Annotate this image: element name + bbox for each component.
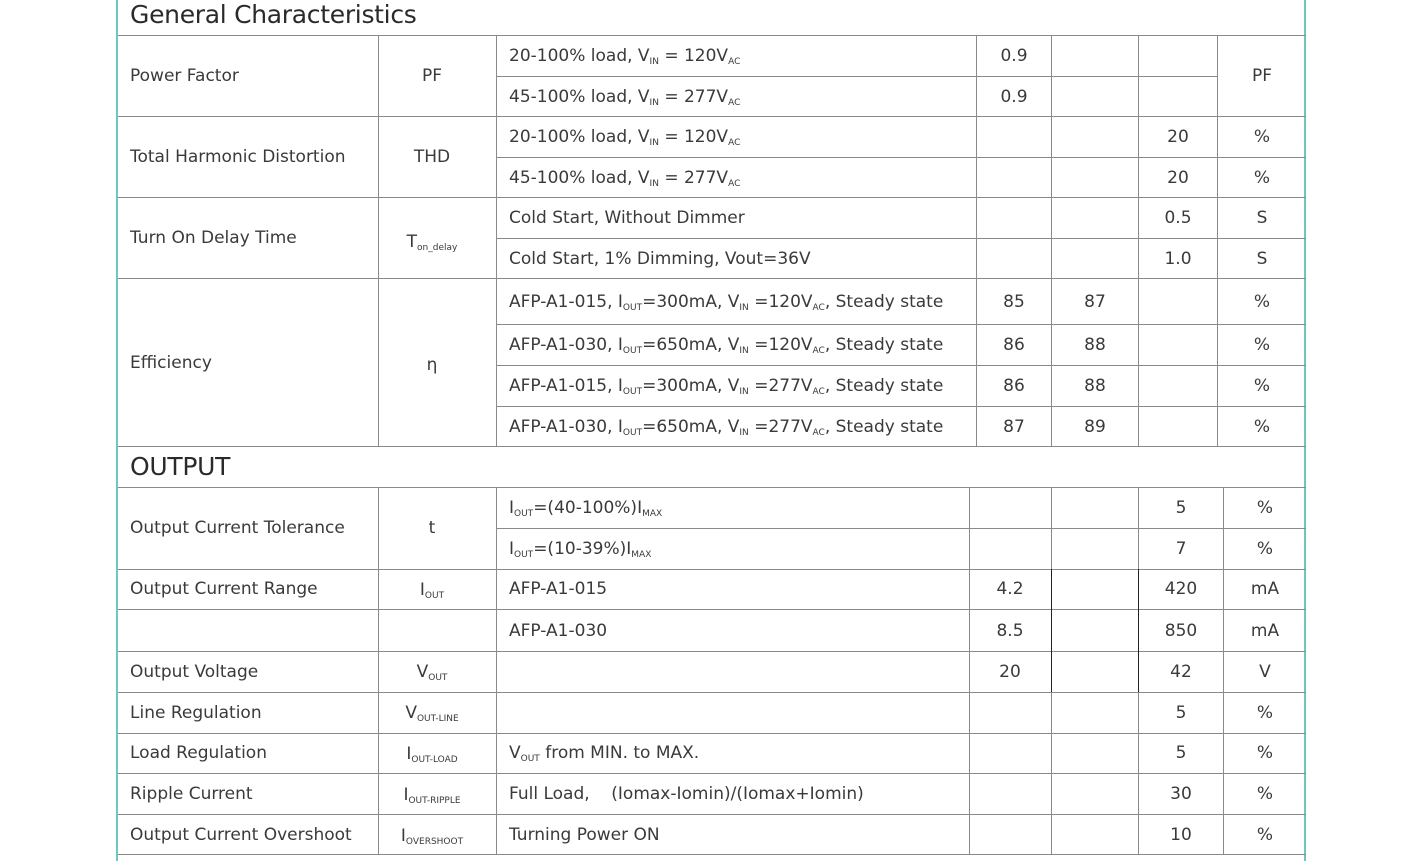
- unit: mA: [1250, 621, 1280, 641]
- param-name: Output Current Range: [130, 579, 318, 599]
- typ-value: 88: [1084, 376, 1106, 396]
- condition-text: Turning Power ON: [509, 825, 660, 845]
- condition-text: $I_{OUT}=(10-39\%)I_{MAX}$: [509, 539, 652, 560]
- max-value: 850: [1164, 621, 1198, 641]
- param-symbol: $V_{OUT}$: [416, 662, 448, 683]
- param-symbol: $I_{OUT-LOAD}$: [406, 744, 458, 765]
- param-symbol: $I_{OUT}$: [419, 580, 445, 601]
- condition-text: AFP-A1-030, $I_{OUT}=650mA$, $V_{IN} =277V_{AC}$, Steady state: [509, 417, 944, 438]
- unit: %: [1256, 498, 1274, 518]
- param-symbol: η: [426, 355, 438, 375]
- condition-text: 45-100% load, $V_{IN} = 277V_{AC}$: [509, 168, 741, 189]
- max-value: 420: [1164, 579, 1198, 599]
- condition-text: Cold Start, Without Dimmer: [509, 208, 745, 228]
- unit: %: [1256, 825, 1274, 845]
- unit: %: [1256, 703, 1274, 723]
- unit: %: [1256, 743, 1274, 763]
- max-value: 42: [1170, 662, 1192, 682]
- param-name: Load Regulation: [130, 743, 267, 763]
- max-value: 1.0: [1164, 249, 1192, 269]
- unit: V: [1259, 662, 1271, 682]
- min-value: 8.5: [996, 621, 1024, 641]
- condition-text: Full Load, (Iomax-Iomin)/(Iomax+Iomin): [509, 784, 864, 804]
- max-value: 30: [1170, 784, 1192, 804]
- min-value: 87: [1003, 417, 1025, 437]
- min-value: 0.9: [1000, 87, 1028, 107]
- unit: %: [1253, 417, 1271, 437]
- param-symbol: $T_{on\_delay}$: [406, 232, 458, 253]
- param-symbol: $I_{OVERSHOOT}$: [400, 826, 464, 847]
- param-name: Output Current Tolerance: [130, 518, 345, 538]
- section-title-output: OUTPUT: [130, 452, 231, 481]
- min-value: 4.2: [996, 579, 1024, 599]
- section-title-general: General Characteristics: [130, 0, 417, 29]
- param-symbol: THD: [413, 147, 451, 167]
- param-name: Ripple Current: [130, 784, 253, 804]
- max-value: 5: [1175, 743, 1187, 763]
- max-value: 7: [1175, 539, 1187, 559]
- unit: %: [1253, 127, 1271, 147]
- condition-text: 20-100% load, $V_{IN} = 120V_{AC}$: [509, 127, 741, 148]
- condition-text: $V_{OUT}$ from MIN. to MAX.: [509, 743, 700, 764]
- typ-value: 89: [1084, 417, 1106, 437]
- param-name: Turn On Delay Time: [130, 228, 297, 248]
- min-value: 86: [1003, 376, 1025, 396]
- typ-value: 88: [1084, 335, 1106, 355]
- unit: PF: [1251, 66, 1273, 86]
- max-value: 20: [1167, 127, 1189, 147]
- param-name: Power Factor: [130, 66, 239, 86]
- param-name: Efficiency: [130, 353, 212, 373]
- param-name: Line Regulation: [130, 703, 262, 723]
- param-symbol: $I_{OUT-RIPPLE}$: [403, 785, 461, 806]
- max-value: 0.5: [1164, 208, 1192, 228]
- min-value: 0.9: [1000, 46, 1028, 66]
- unit: %: [1256, 784, 1274, 804]
- unit: S: [1256, 249, 1268, 269]
- unit: mA: [1250, 579, 1280, 599]
- min-value: 86: [1003, 335, 1025, 355]
- param-name: Output Current Overshoot: [130, 825, 352, 845]
- max-value: 5: [1175, 498, 1187, 518]
- max-value: 20: [1167, 168, 1189, 188]
- min-value: 85: [1003, 292, 1025, 312]
- unit: S: [1256, 208, 1268, 228]
- condition-text: AFP-A1-030, $I_{OUT}=650mA$, $V_{IN} =120V_{AC}$, Steady state: [509, 335, 944, 356]
- condition-text: 45-100% load, $V_{IN} = 277V_{AC}$: [509, 87, 741, 108]
- condition-text: $I_{OUT}=(40-100\%)I_{MAX}$: [509, 498, 663, 519]
- max-value: 5: [1175, 703, 1187, 723]
- condition-text: AFP-A1-015, $I_{OUT}=300mA$, $V_{IN} =277V_{AC}$, Steady state: [509, 376, 944, 397]
- condition-text: AFP-A1-015, $I_{OUT}=300mA$, $V_{IN} =120V_{AC}$, Steady state: [509, 292, 944, 313]
- condition-text: Cold Start, 1% Dimming, Vout=36V: [509, 249, 811, 269]
- unit: %: [1253, 376, 1271, 396]
- unit: %: [1253, 292, 1271, 312]
- param-name: Output Voltage: [130, 662, 259, 682]
- param-symbol: $V_{OUT-LINE}$: [405, 703, 459, 724]
- min-value: 20: [999, 662, 1021, 682]
- max-value: 10: [1170, 825, 1192, 845]
- condition-text: AFP-A1-030: [509, 621, 608, 641]
- param-symbol: PF: [421, 66, 443, 86]
- param-symbol: t: [428, 518, 436, 538]
- condition-text: 20-100% load, $V_{IN} = 120V_{AC}$: [509, 46, 741, 67]
- typ-value: 87: [1084, 292, 1106, 312]
- unit: %: [1256, 539, 1274, 559]
- condition-text: AFP-A1-015: [509, 579, 608, 599]
- param-name: Total Harmonic Distortion: [130, 147, 346, 167]
- unit: %: [1253, 168, 1271, 188]
- unit: %: [1253, 335, 1271, 355]
